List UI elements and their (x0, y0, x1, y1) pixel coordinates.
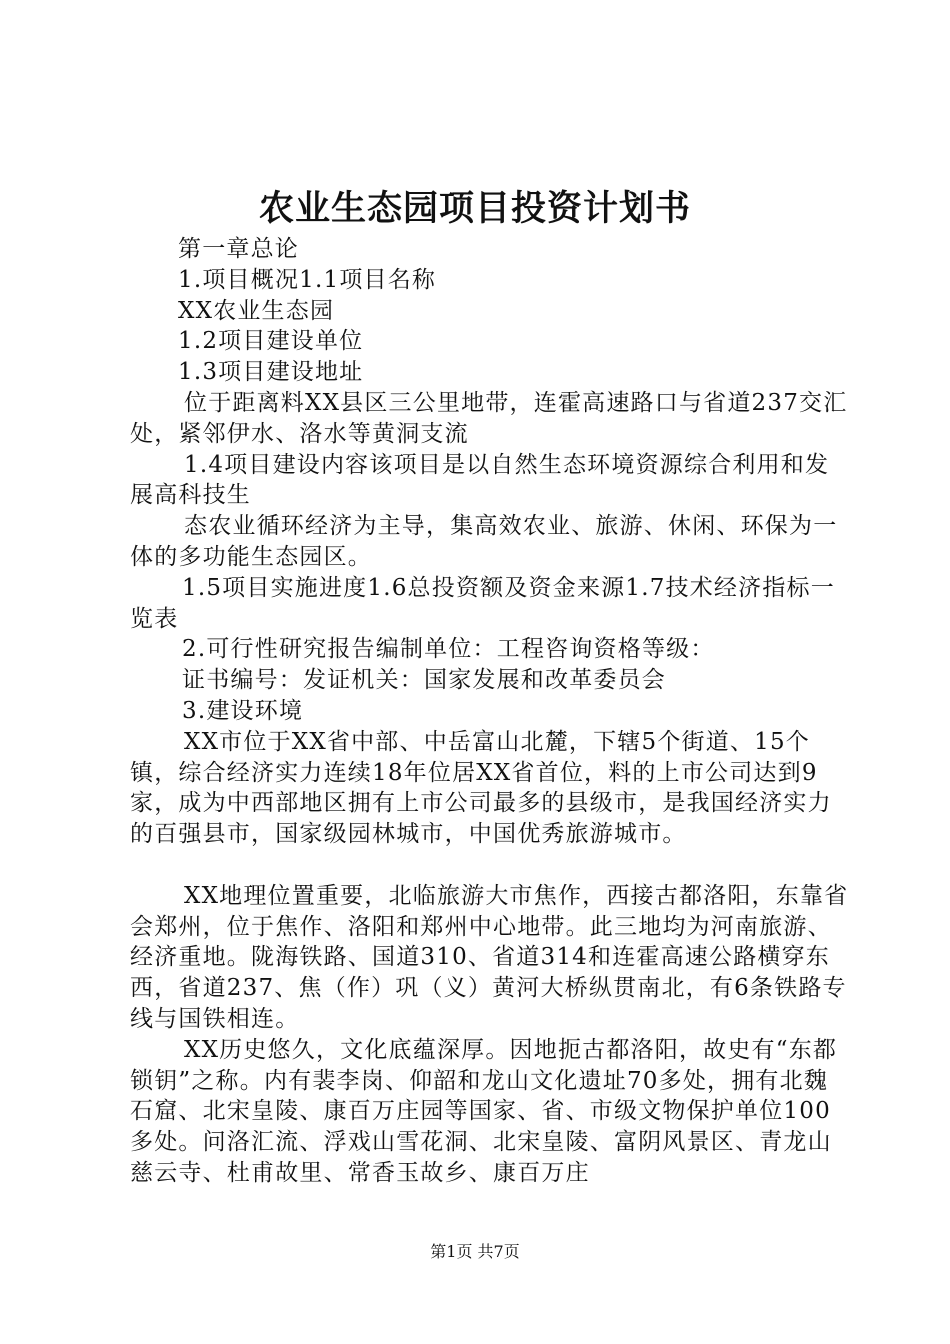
paragraph-spacer (130, 850, 850, 881)
paragraph-construction-unit: 1.2项目建设单位 (178, 328, 364, 355)
paragraph-history: XX历史悠久，文化底蕴深厚。因地扼古都洛阳，故史有“东都锁钥”之称。内有裴李岗、仰韶和龙山文化遗址70多处，拥有北魏石窟、北宋皇陵、康百万庄园等国家、省、市级文物保护单位100多处。问洛汇流、浮戏山雪花洞、北宋皇陵、富阴风景区、青龙山慈云寺、杜甫故里、常香玉故乡、康百万庄 (130, 1036, 838, 1186)
paragraph-geography: XX地理位置重要，北临旅游大市焦作，西接古都洛阳，东靠省会郑州，位于焦作、洛阳和郑州中心地带。此三地均为河南旅游、经济重地。陇海铁路、国道310、省道314和连霍高速公路横穿东西，省道237、焦（作）巩（义）黄河大桥纵贯南北，有6条铁路专线与国铁相连。 (130, 882, 849, 1032)
paragraph-feasibility-unit: 2.可行性研究报告编制单位：工程咨询资格等级： (182, 636, 715, 663)
paragraph-project-name: XX农业生态园 (178, 297, 335, 324)
page-footer: 第1页 共7页 (430, 1242, 520, 1261)
paragraph-eco-park: 态农业循环经济为主导，集高效农业、旅游、休闲、环保为一体的多功能生态园区。 (130, 513, 838, 570)
document-body (130, 234, 850, 1189)
document-title: 农业生态园项目投资计划书 (258, 188, 691, 229)
paragraph-construction-content: 1.4项目建设内容该项目是以自然生态环境资源综合利用和发展高科技生 (130, 451, 830, 509)
paragraph-environment-heading: 3.建设环境 (182, 697, 304, 724)
paragraph-progress-investment: 1.5项目实施进度1.6总投资额及资金来源1.7技术经济指标一览表 (130, 574, 835, 632)
paragraph-construction-address: 1.3项目建设地址 (178, 359, 364, 386)
paragraph-certificate: 证书编号：发证机关：国家发展和改革委员会 (182, 667, 666, 694)
paragraph-chapter-heading: 第一章总论 (178, 236, 299, 262)
paragraph-location: 位于距离料XX县区三公里地带，连霍高速路口与省道237交汇处，紧邻伊水、洛水等黄洞支流 (130, 389, 848, 447)
paragraph-city-overview: XX市位于XX省中部、中岳富山北麓，下辖5个街道、15个镇，综合经济实力连续18年位居XX省首位，料的上市公司达到9家，成为中西部地区拥有上市公司最多的县级市，是我国经济实力的百强县市，国家级园林城市，中国优秀旅游城市。 (130, 728, 832, 848)
paragraph-project-overview: 1.项目概况1.1项目名称 (178, 266, 437, 293)
